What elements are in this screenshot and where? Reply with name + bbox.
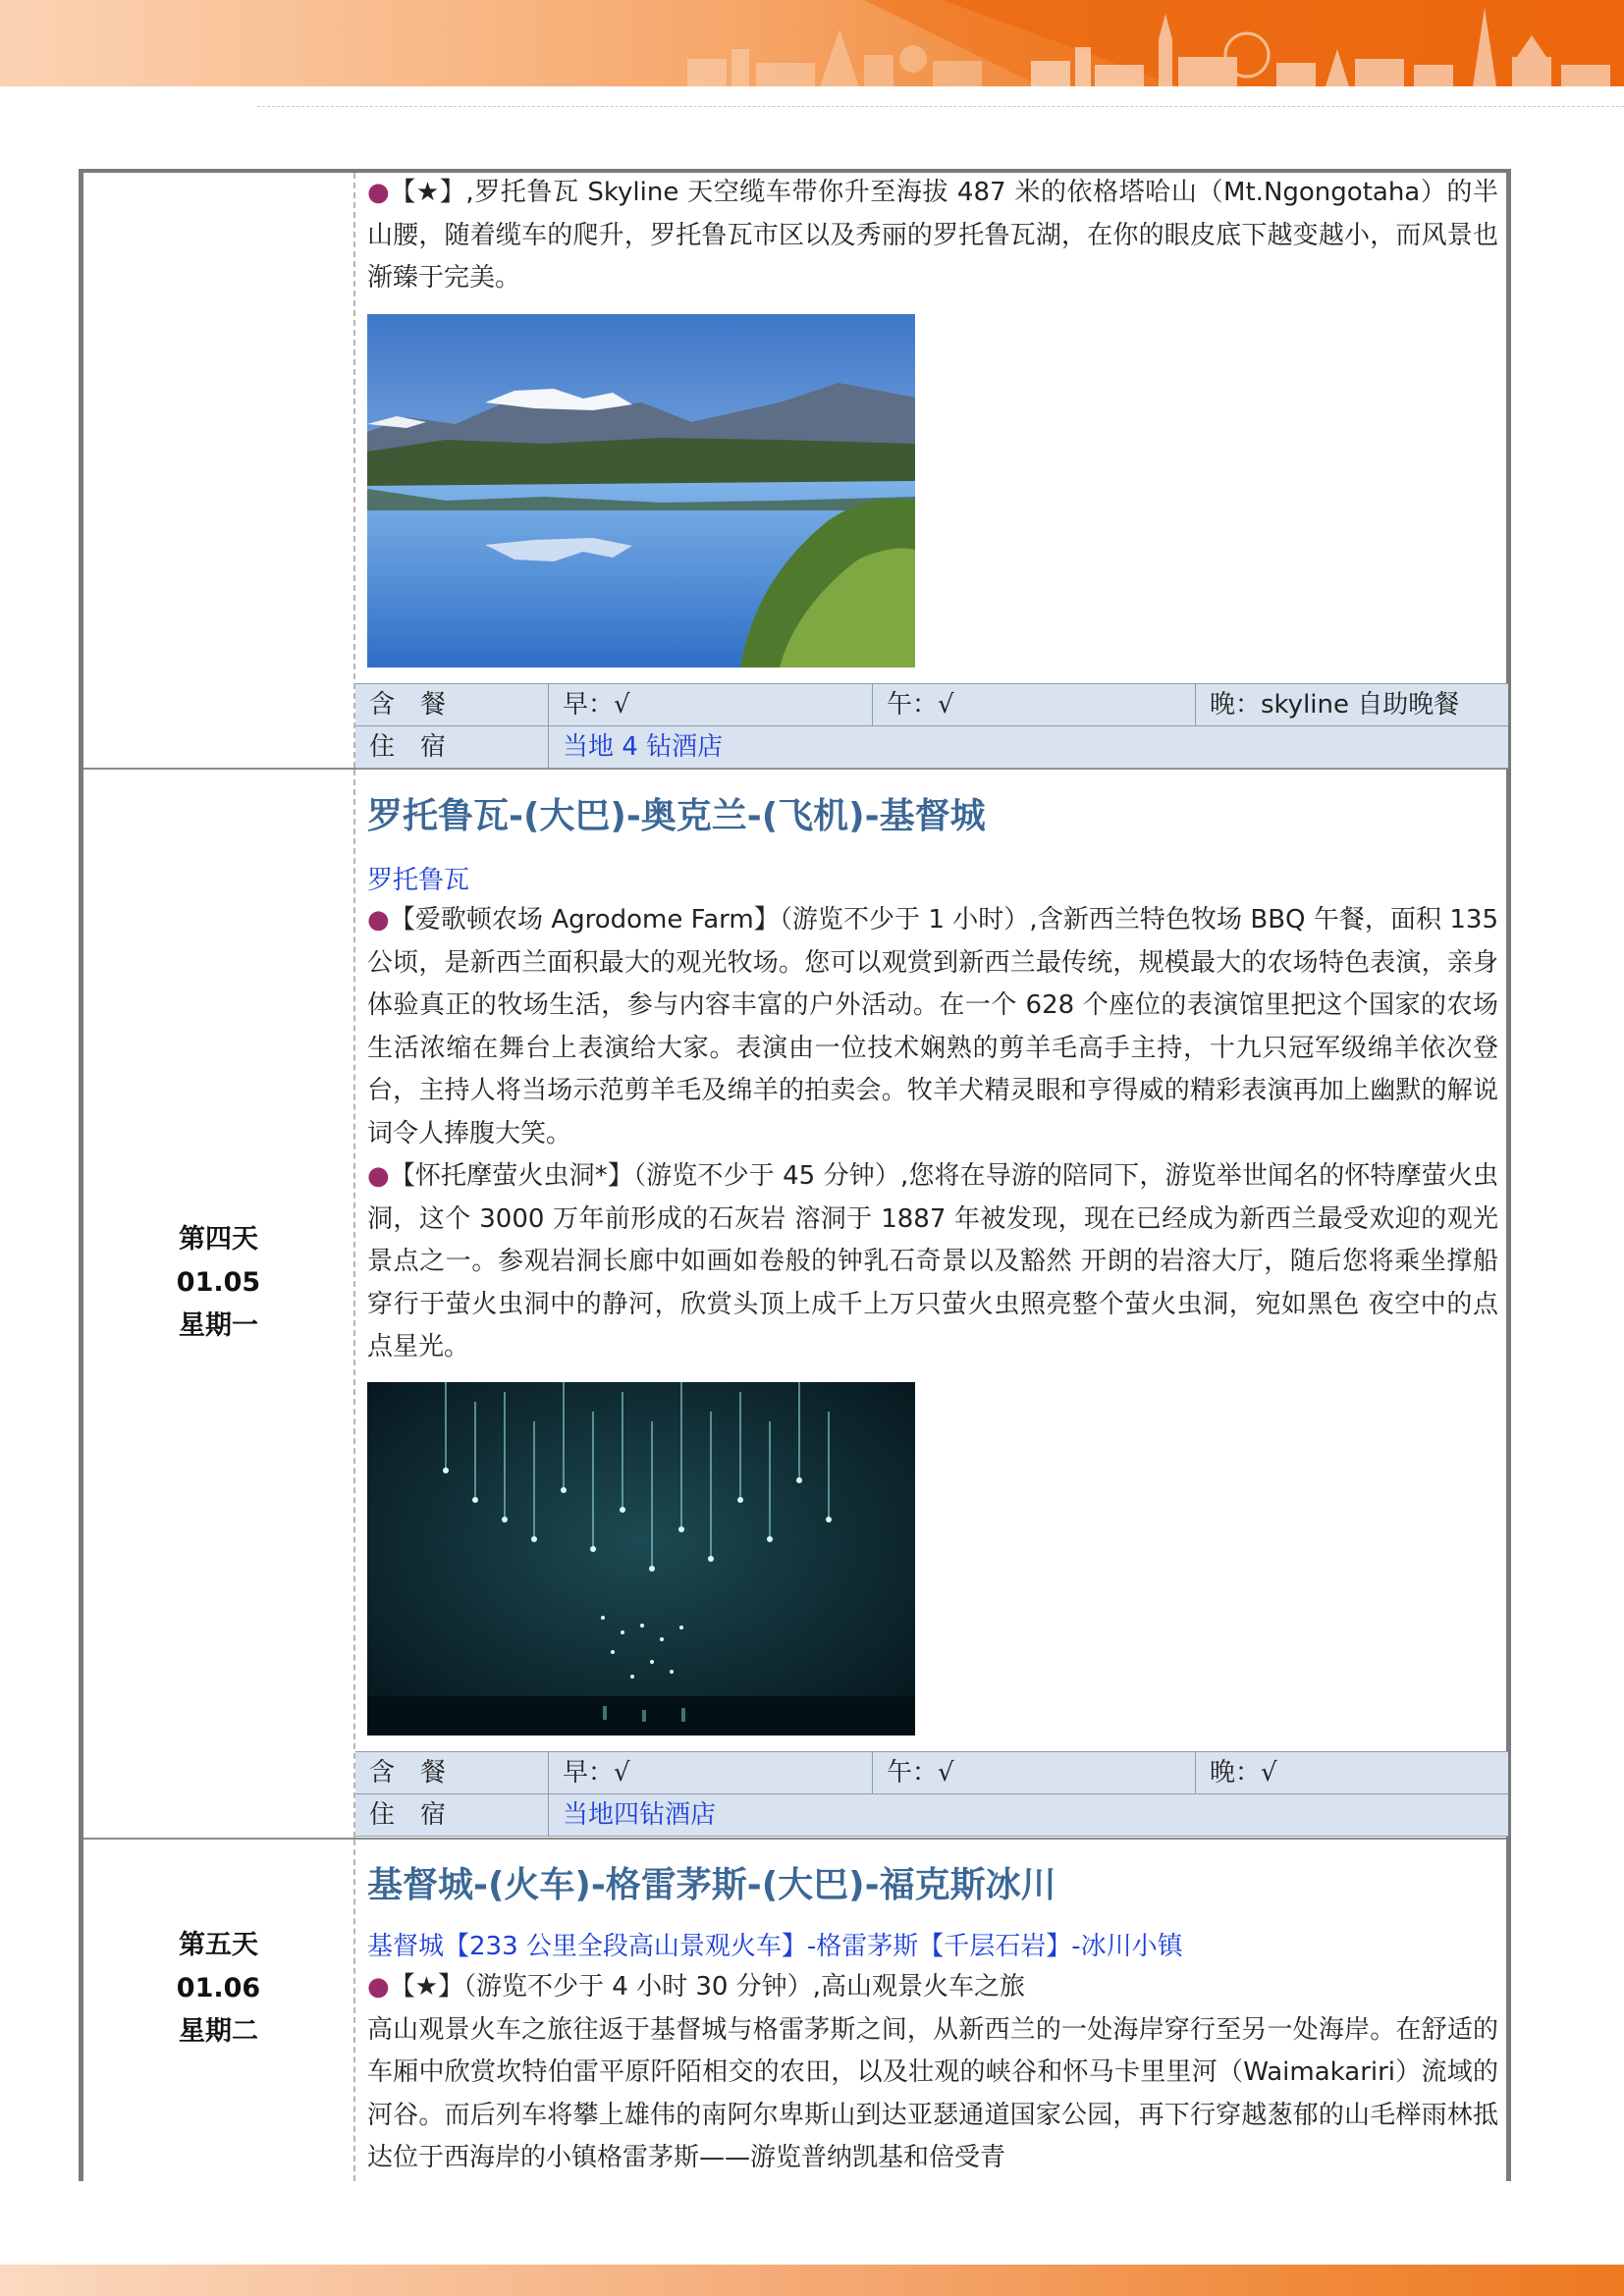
alpine-train-heading: ●【★】（游览不少于 4 小时 30 分钟）,高山观景火车之旅 <box>367 1972 1025 2002</box>
day5-place: 基督城【233 公里全段高山景观火车】-格雷茅斯【千层石岩】-冰川小镇 <box>367 1932 1183 1961</box>
meals-label: 含 餐 <box>369 690 447 720</box>
day-weekday: 星期一 <box>179 1310 258 1341</box>
dinner-cell: 晚：√ <box>1195 1752 1508 1793</box>
agrodome-paragraph: ●【爱歌顿农场 Agrodome Farm】（游览不少于 1 小时）,含新西兰特色牧场 BBQ 午餐，面积 135 公顷，是新西兰面积最大的观光牧场。您可以观赏到新西兰最传统，规模最大的农场特色表演，亲身体验真正的牧场生活，参与内容丰富的户外活动。在一个 628 个座位的表演馆里把这个国家的农场生活浓缩在舞台上表演给大家。表演由一位技术娴熟的剪羊毛高手主持，十九只冠军级绵羊依次登台，主持人将当场示范剪羊毛及绵羊的拍卖会。牧羊犬精灵眼和亨得威的精彩表演再加上幽默的解说词令人捧腹大笑。 <box>367 905 1498 1148</box>
mountain-lake-photo <box>367 314 915 667</box>
column-divider <box>353 173 355 768</box>
header-band <box>0 0 1624 86</box>
column-divider <box>353 1840 355 2181</box>
lunch-cell: 午：√ <box>872 684 1195 725</box>
bullet-icon: ● <box>367 1972 390 2002</box>
day-weekday: 星期二 <box>179 2016 258 2047</box>
day4-route-title: 罗托鲁瓦-(大巴)-奥克兰-(飞机)-基督城 <box>367 796 986 836</box>
glowworm-cave-photo <box>367 1382 915 1735</box>
day4-meals-row <box>355 1751 1508 1794</box>
day4-place: 罗托鲁瓦 <box>367 866 470 895</box>
day-name: 第四天 <box>179 1224 258 1255</box>
bullet-icon: ● <box>367 1161 390 1191</box>
glowworm-paragraph: ●【怀托摩萤火虫洞*】（游览不少于 45 分钟）,您将在导游的陪同下，游览举世闻名的怀特摩萤火虫洞，这个 3000 万年前形成的石灰岩 溶洞于 1887 年被发现，现在已经成为新西兰最受欢迎的观光景点之一。参观岩洞长廊中如画如卷般的钟乳石奇景以及豁然 开朗的岩溶大厅，随后您将乘坐撑船穿行于萤火虫洞中的静河，欣赏头顶上成千上万只萤火虫照亮整个萤火虫洞，宛如黑色 夜空中的点点星光。 <box>367 1161 1498 1362</box>
header-divider <box>257 106 1624 107</box>
hotel-label: 住 宿 <box>369 1800 447 1830</box>
dinner-cell: 晚：skyline 自助晚餐 <box>1195 684 1508 725</box>
day3-hotel-row <box>355 725 1508 769</box>
column-divider <box>353 770 355 1838</box>
day-date: 01.06 <box>176 1973 261 2003</box>
row-divider <box>83 1838 1506 1840</box>
breakfast-cell: 早：√ <box>548 1752 872 1793</box>
day-name: 第五天 <box>179 1930 258 1960</box>
hotel-label: 住 宿 <box>369 732 447 762</box>
breakfast-cell: 早：√ <box>548 684 872 725</box>
footer-band <box>0 2265 1624 2296</box>
meals-label: 含 餐 <box>369 1758 447 1788</box>
alpine-train-paragraph: 高山观景火车之旅往返于基督城与格雷茅斯之间，从新西兰的一处海岸穿行至另一处海岸。在舒适的车厢中欣赏坎特伯雷平原阡陌相交的农田，以及壮观的峡谷和怀马卡里里河（Waimakariri）流域的河谷。而后列车将攀上雄伟的南阿尔卑斯山到达亚瑟通道国家公园，再下行穿越葱郁的山毛榉雨林抵达位于西海岸的小镇格雷茅斯——游览普纳凯基和倍受青 <box>367 2014 1498 2172</box>
day4-label <box>83 1218 353 1348</box>
day5-label <box>83 1924 353 2054</box>
day-date: 01.05 <box>176 1267 261 1298</box>
day4-hotel-row <box>355 1793 1508 1837</box>
hotel-value: 当地 4 钻酒店 <box>548 726 1508 768</box>
day5-content <box>367 1966 1498 2180</box>
day3-content <box>367 172 1498 300</box>
lunch-cell: 午：√ <box>872 1752 1195 1793</box>
skyline-gondola-paragraph: ●【★】,罗托鲁瓦 Skyline 天空缆车带你升至海拔 487 米的依格塔哈山（Mt.Ngongotaha）的半山腰，随着缆车的爬升，罗托鲁瓦市区以及秀丽的罗托鲁瓦湖，在你的眼皮底下越变越小，而风景也渐臻于完美。 <box>367 178 1498 293</box>
day3-meals-row <box>355 683 1508 726</box>
day5-route-title: 基督城-(火车)-格雷茅斯-(大巴)-福克斯冰川 <box>367 1865 1056 1905</box>
hotel-value: 当地四钻酒店 <box>548 1794 1508 1836</box>
bullet-icon: ● <box>367 178 391 207</box>
day4-content <box>367 899 1498 1369</box>
city-skyline-graphic <box>0 0 1624 86</box>
bullet-icon: ● <box>367 905 390 934</box>
